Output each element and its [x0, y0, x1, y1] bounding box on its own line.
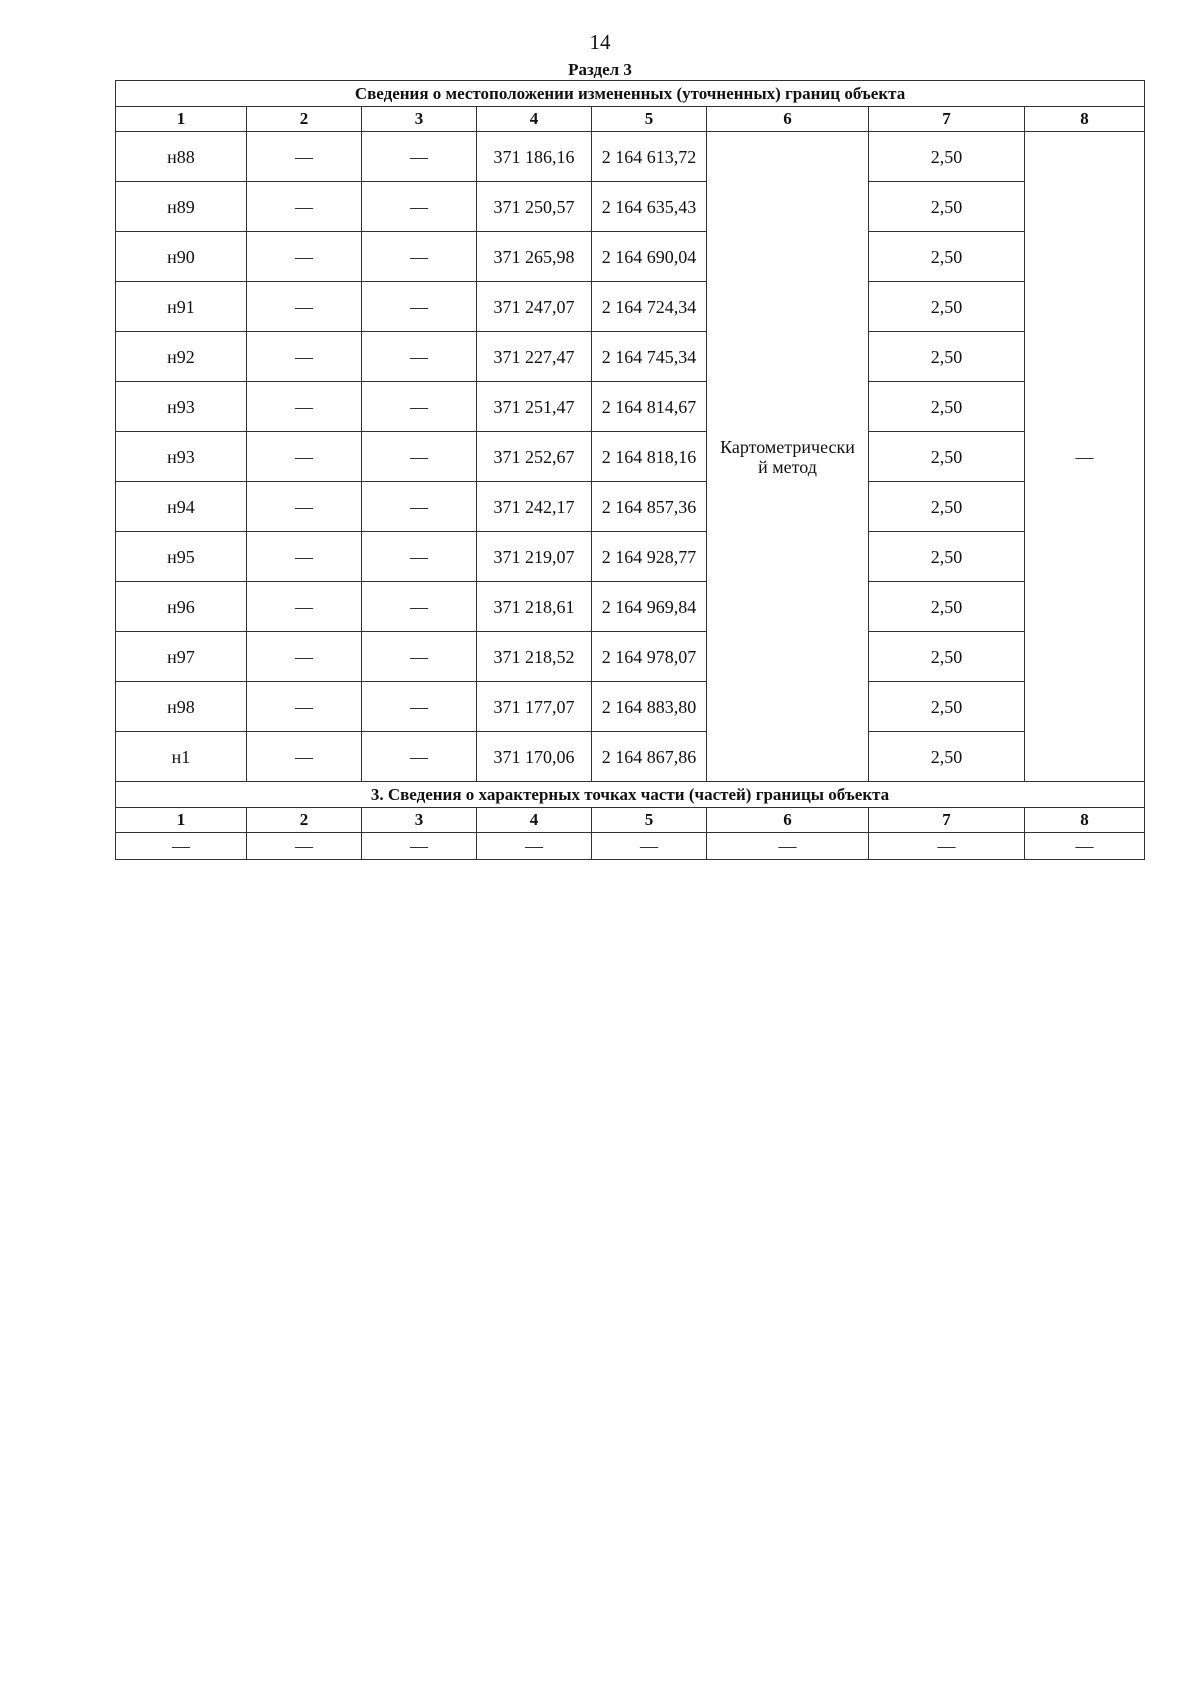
column-number: 2: [247, 107, 362, 132]
table-row: [116, 232, 1145, 282]
table-row: [116, 182, 1145, 232]
column-number: 4: [477, 808, 592, 833]
table-row: [116, 682, 1145, 732]
point-name-cell: н89: [116, 182, 247, 232]
table-cell: —: [362, 232, 477, 282]
page-number: 14: [589, 30, 611, 54]
table-cell: —: [247, 232, 362, 282]
accuracy-cell: 2,50: [869, 432, 1025, 482]
accuracy-cell: 2,50: [869, 632, 1025, 682]
accuracy-cell: 2,50: [869, 732, 1025, 782]
table-row: [116, 432, 1145, 482]
table-cell: —: [116, 833, 247, 860]
point-name-cell: н96: [116, 582, 247, 632]
point-name-cell: н93: [116, 432, 247, 482]
table-cell: —: [247, 332, 362, 382]
column-number: 5: [592, 808, 707, 833]
table-cell: —: [362, 732, 477, 782]
column-number: 3: [362, 808, 477, 833]
y-coordinate-cell: 2 164 613,72: [592, 132, 707, 182]
point-name-cell: н98: [116, 682, 247, 732]
table2-empty-row: [116, 833, 1145, 860]
x-coordinate-cell: 371 177,07: [477, 682, 592, 732]
accuracy-cell: 2,50: [869, 682, 1025, 732]
table-cell: —: [247, 382, 362, 432]
accuracy-cell: 2,50: [869, 282, 1025, 332]
table-cell: —: [247, 582, 362, 632]
table-row: [116, 532, 1145, 582]
y-coordinate-cell: 2 164 635,43: [592, 182, 707, 232]
table-cell: —: [362, 582, 477, 632]
y-coordinate-cell: 2 164 724,34: [592, 282, 707, 332]
accuracy-cell: 2,50: [869, 182, 1025, 232]
table-cell: —: [362, 382, 477, 432]
y-coordinate-cell: 2 164 883,80: [592, 682, 707, 732]
table-cell: —: [592, 833, 707, 860]
point-name-cell: н97: [116, 632, 247, 682]
x-coordinate-cell: 371 265,98: [477, 232, 592, 282]
column-number: 4: [477, 107, 592, 132]
column-number: 1: [116, 107, 247, 132]
table-row: [116, 132, 1145, 182]
table-cell: —: [247, 682, 362, 732]
table2-column-numbers: [116, 808, 1145, 833]
point-name-cell: н1: [116, 732, 247, 782]
table-cell: —: [247, 182, 362, 232]
table-cell: —: [362, 182, 477, 232]
table-cell: —: [247, 282, 362, 332]
accuracy-cell: 2,50: [869, 232, 1025, 282]
method-line-1: Картометрически: [720, 436, 855, 457]
column-number: 5: [592, 107, 707, 132]
table-row: [116, 732, 1145, 782]
method-line-2: й метод: [758, 456, 817, 477]
table1-column-numbers: [116, 107, 1145, 132]
table-cell: —: [247, 482, 362, 532]
table-cell: —: [362, 682, 477, 732]
table-cell: —: [362, 132, 477, 182]
column-number: 7: [869, 808, 1025, 833]
x-coordinate-cell: 371 250,57: [477, 182, 592, 232]
table-cell: —: [1025, 833, 1145, 860]
table-cell: —: [247, 632, 362, 682]
point-name-cell: н90: [116, 232, 247, 282]
boundary-table: [115, 80, 1145, 860]
table-cell: —: [362, 632, 477, 682]
x-coordinate-cell: 371 218,61: [477, 582, 592, 632]
column-8-cell: —: [1025, 132, 1145, 782]
section-title: Раздел 3: [568, 60, 632, 79]
table-cell: —: [247, 732, 362, 782]
table-cell: —: [477, 833, 592, 860]
table-cell: —: [362, 432, 477, 482]
column-number: 7: [869, 107, 1025, 132]
table-cell: —: [247, 833, 362, 860]
table-row: [116, 482, 1145, 532]
x-coordinate-cell: 371 251,47: [477, 382, 592, 432]
column-number: 2: [247, 808, 362, 833]
table-cell: —: [247, 532, 362, 582]
table-cell: —: [869, 833, 1025, 860]
point-name-cell: н94: [116, 482, 247, 532]
table-cell: —: [707, 833, 869, 860]
accuracy-cell: 2,50: [869, 132, 1025, 182]
table-cell: —: [362, 332, 477, 382]
accuracy-cell: 2,50: [869, 482, 1025, 532]
y-coordinate-cell: 2 164 969,84: [592, 582, 707, 632]
x-coordinate-cell: 371 252,67: [477, 432, 592, 482]
y-coordinate-cell: 2 164 745,34: [592, 332, 707, 382]
y-coordinate-cell: 2 164 690,04: [592, 232, 707, 282]
table-row: [116, 632, 1145, 682]
y-coordinate-cell: 2 164 867,86: [592, 732, 707, 782]
column-number: 6: [707, 107, 869, 132]
y-coordinate-cell: 2 164 814,67: [592, 382, 707, 432]
table2-banner: 3. Сведения о характерных точках части (частей) границы объекта: [116, 782, 1145, 808]
y-coordinate-cell: 2 164 857,36: [592, 482, 707, 532]
table1-banner: Сведения о местоположении измененных (уточненных) границ объекта: [116, 81, 1145, 107]
x-coordinate-cell: 371 227,47: [477, 332, 592, 382]
table-row: [116, 582, 1145, 632]
table-cell: —: [362, 833, 477, 860]
accuracy-cell: 2,50: [869, 582, 1025, 632]
method-cell: [707, 132, 869, 782]
x-coordinate-cell: 371 242,17: [477, 482, 592, 532]
point-name-cell: н92: [116, 332, 247, 382]
column-number: 8: [1025, 808, 1145, 833]
point-name-cell: н93: [116, 382, 247, 432]
x-coordinate-cell: 371 218,52: [477, 632, 592, 682]
column-number: 1: [116, 808, 247, 833]
table-cell: —: [247, 132, 362, 182]
point-name-cell: н95: [116, 532, 247, 582]
point-name-cell: н88: [116, 132, 247, 182]
x-coordinate-cell: 371 247,07: [477, 282, 592, 332]
y-coordinate-cell: 2 164 928,77: [592, 532, 707, 582]
table-cell: —: [362, 282, 477, 332]
table-cell: —: [247, 432, 362, 482]
column-number: 8: [1025, 107, 1145, 132]
y-coordinate-cell: 2 164 818,16: [592, 432, 707, 482]
table-row: [116, 332, 1145, 382]
y-coordinate-cell: 2 164 978,07: [592, 632, 707, 682]
point-name-cell: н91: [116, 282, 247, 332]
accuracy-cell: 2,50: [869, 382, 1025, 432]
accuracy-cell: 2,50: [869, 532, 1025, 582]
accuracy-cell: 2,50: [869, 332, 1025, 382]
column-number: 3: [362, 107, 477, 132]
table-row: [116, 282, 1145, 332]
x-coordinate-cell: 371 170,06: [477, 732, 592, 782]
x-coordinate-cell: 371 186,16: [477, 132, 592, 182]
table-cell: —: [362, 482, 477, 532]
table-cell: —: [362, 532, 477, 582]
x-coordinate-cell: 371 219,07: [477, 532, 592, 582]
table-row: [116, 382, 1145, 432]
column-number: 6: [707, 808, 869, 833]
